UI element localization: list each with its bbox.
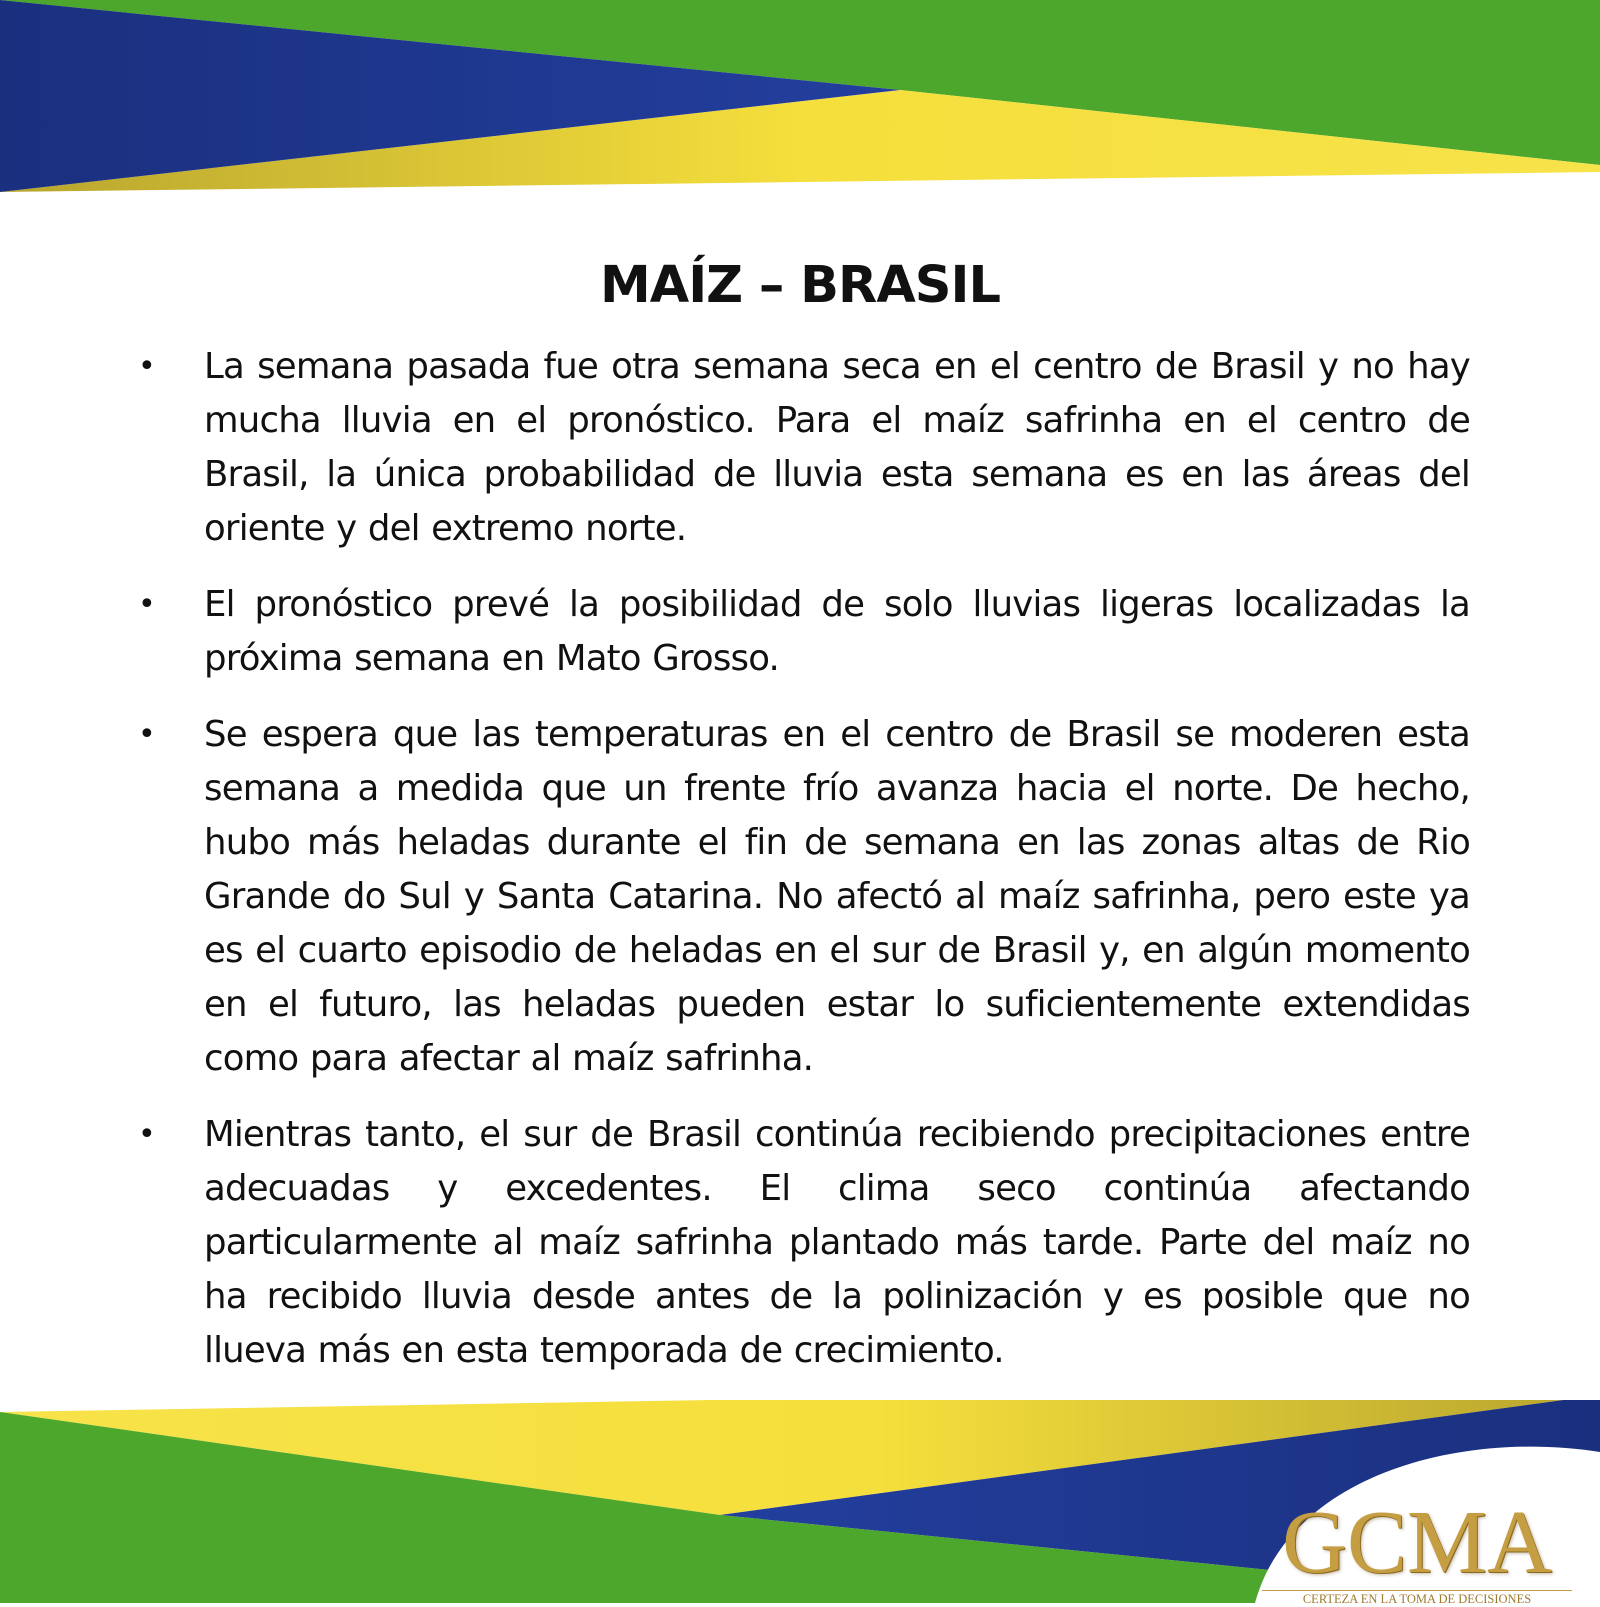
title-emphasis: BRASIL: [800, 256, 1000, 316]
gcma-logo: [1262, 1440, 1600, 1606]
bullet-text: Se espera que las temperaturas en el centro de Brasil se moderen esta semana a medida que un frente frío avanza hacia el norte. De hecho, hubo más heladas durante el fin de semana en las zonas altas de Rio Grande do Sul y Santa Catarina. No afectó al maíz safrinha, pero este ya es el cuarto episodio de heladas en el sur de Brasil y, en algún momento en el futuro, las heladas pueden estar lo suficientemente extendidas como para afectar al maíz safrinha.: [204, 714, 1470, 1079]
bullet-dot-icon: •: [138, 349, 155, 384]
top-decorative-band: [0, 0, 1600, 200]
bullet-text: El pronóstico prevé la posibilidad de solo lluvias ligeras localizadas la próxima semana en Mato Grosso.: [204, 584, 1470, 679]
bullet-dot-icon: •: [138, 717, 155, 752]
bullet-item-1: [130, 340, 1470, 556]
logo-letters: GCMA: [1281, 1493, 1553, 1592]
title-prefix: MAÍZ –: [599, 256, 801, 316]
bullet-dot-icon: •: [138, 587, 155, 622]
bullet-item-3: [130, 708, 1470, 1086]
bullet-text: Mientras tanto, el sur de Brasil continúa recibiendo precipitaciones entre adecuadas y excedentes. El clima seco continúa afectando particularmente al maíz safrinha plantado más tarde. Parte del maíz no ha recibido lluvia desde antes de la polinización y es posible que no llueva más en esta temporada de crecimiento.: [204, 1114, 1470, 1371]
bullet-list: [130, 340, 1470, 1400]
bullet-dot-icon: •: [138, 1117, 155, 1152]
bullet-item-2: [130, 578, 1470, 686]
logo-tagline: CERTEZA EN LA TOMA DE DECISIONES: [1262, 1590, 1572, 1607]
page-title: [0, 256, 1600, 315]
bullet-item-4: [130, 1108, 1470, 1378]
bullet-text: La semana pasada fue otra semana seca en el centro de Brasil y no hay mucha lluvia en el pronóstico. Para el maíz safrinha en el centro de Brasil, la única probabilidad de lluvia esta semana es en las áreas del oriente y del extremo norte.: [204, 346, 1470, 549]
